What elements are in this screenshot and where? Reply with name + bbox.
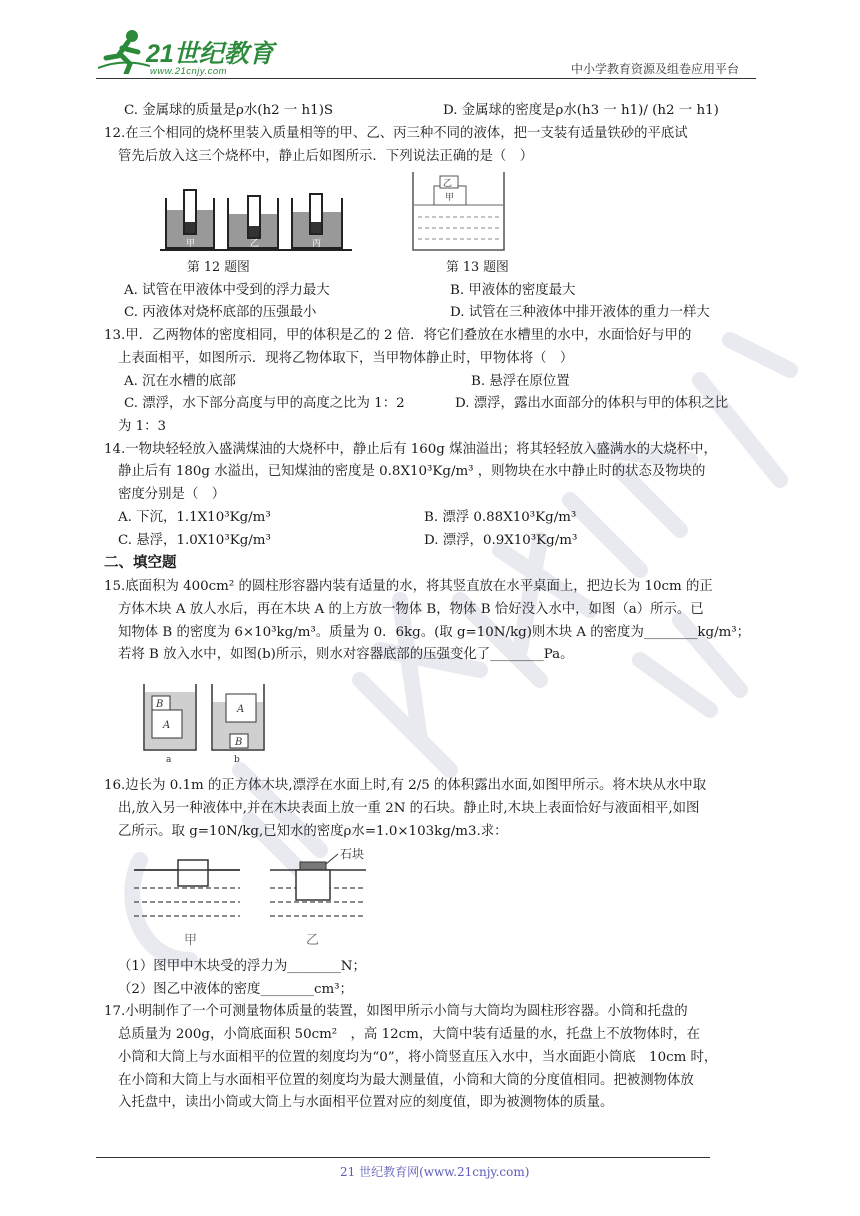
figure-13-tank bbox=[410, 170, 508, 254]
q15-stem-line3: 知物体 B 的密度为 6×10³kg/m³。质量为 0．6kg。(取 g=10N/kg)则木块 A 的密度为________kg/m³； bbox=[118, 625, 751, 640]
fig16-label-stone: 石块 bbox=[340, 848, 365, 861]
figure-13-caption: 第 13 题图 bbox=[446, 260, 509, 275]
q14-option-d: D. 漂浮，0.9X10³Kg/m³ bbox=[424, 533, 578, 548]
footer-text: 21 世纪教育网(www.21cnjy.com) bbox=[340, 1165, 530, 1179]
fig13-label-jia: 甲 bbox=[445, 193, 455, 203]
logo-runner-icon bbox=[98, 28, 150, 74]
fig16-label-jia: 甲 bbox=[184, 933, 198, 948]
q17-stem-line4: 在小筒和大筒上与水面相平位置的刻度均为最大测量值，小筒和大筒的分度值相同。把被测物体放 bbox=[118, 1073, 694, 1088]
q11-option-d: D. 金属球的密度是ρ水(h3 一 h1)/ (h2 一 h1) bbox=[443, 103, 719, 118]
q16-stem-line1: 16.边长为 0.1m 的正方体木块,漂浮在水面上时,有 2/5 的体积露出水面,如图甲所示。将木块从水中取 bbox=[104, 778, 707, 793]
q14-option-a: A. 下沉，1.1X10³Kg/m³ bbox=[118, 510, 271, 525]
fig15-label-a-b: A bbox=[237, 704, 245, 715]
q12-option-c: C. 丙液体对烧杯底部的压强最小 bbox=[124, 305, 317, 320]
q16-part2: （2）图乙中液体的密度________cm³； bbox=[118, 982, 353, 997]
q17-stem-line1: 17.小明制作了一个可测量物体质量的装置，如图甲所示小筒与大筒均为圆柱形容器。小筒和托盘的 bbox=[104, 1004, 688, 1019]
q13-option-c: C. 漂浮，水下部分高度与甲的高度之比为 1：2 bbox=[124, 396, 405, 411]
header-platform-text: 中小学教育资源及组卷应用平台 bbox=[571, 62, 740, 76]
q14-option-b: B. 漂浮 0.88X10³Kg/m³ bbox=[424, 510, 577, 525]
fig15-label-b: b bbox=[234, 755, 240, 765]
q15-stem-line4: 若将 B 放入水中，如图(b)所示，则水对容器底部的压强变化了________Pa。 bbox=[118, 647, 574, 662]
figure-12-beakers bbox=[160, 188, 352, 254]
figure-12-caption: 第 12 题图 bbox=[187, 260, 250, 275]
q13-option-d: D. 漂浮，露出水面部分的体积与甲的体积之比 bbox=[455, 396, 729, 411]
q13-stem-line1: 13.甲．乙两物体的密度相同，甲的体积是乙的 2 倍．将它们叠放在水槽里的水中，水面恰好与甲的 bbox=[104, 328, 692, 343]
figure-16-wood-block bbox=[130, 848, 370, 948]
q16-stem-line3: 乙所示。取 g=10N/kg,已知水的密度ρ水=1.0×103kg/m3.求： bbox=[118, 824, 508, 839]
q13-option-a: A. 沉在水槽的底部 bbox=[124, 374, 236, 389]
q12-option-b: B. 甲液体的密度最大 bbox=[450, 283, 576, 298]
q17-stem-line3: 小筒和大筒上与水面相平的位置的刻度均为“0”，将小筒竖直压入水中，当水面距小筒底 10cm 时， bbox=[118, 1050, 718, 1065]
fig12-label-bing: 丙 bbox=[312, 239, 322, 249]
fig15-label-a-a: A bbox=[163, 720, 171, 731]
figure-15-containers bbox=[140, 680, 270, 766]
fig16-label-yi: 乙 bbox=[306, 933, 320, 948]
fig15-label-b-a: B bbox=[156, 699, 164, 710]
q13-stem-line2: 上表面相平，如图所示．现将乙物体取下，当甲物体静止时，甲物体将（ ） bbox=[118, 351, 574, 366]
q14-option-c: C. 悬浮，1.0X10³Kg/m³ bbox=[118, 533, 271, 548]
q11-option-c: C. 金属球的质量是ρ水(h2 一 h1)S bbox=[124, 103, 334, 118]
logo-text: 21世纪教育 bbox=[146, 40, 274, 68]
q14-stem-line1: 14.一物块轻轻放入盛满煤油的大烧杯中，静止后有 160g 煤油溢出；将其轻轻放入盛满水的大烧杯中， bbox=[104, 442, 717, 457]
q12-stem-line2: 管先后放入这三个烧杯中，静止后如图所示．下列说法正确的是（ ） bbox=[118, 149, 534, 164]
q12-stem-line1: 12.在三个相同的烧杯里装入质量相等的甲、乙、丙三种不同的液体，把一支装有适量铁砂的平底试 bbox=[104, 126, 688, 141]
header-divider bbox=[96, 78, 756, 79]
q16-stem-line2: 出,放入另一种液体中,并在木块表面上放一重 2N 的石块。静止时,木块上表面恰好与液面相平,如图 bbox=[118, 801, 700, 816]
q13-option-d-cont: 为 1：3 bbox=[118, 419, 167, 434]
fig12-label-jia: 甲 bbox=[186, 239, 196, 249]
footer-divider bbox=[96, 1157, 710, 1158]
q12-option-a: A. 试管在甲液体中受到的浮力最大 bbox=[124, 283, 330, 298]
q14-stem-line3: 密度分别是（ ） bbox=[118, 487, 226, 502]
q17-stem-line2: 总质量为 200g，小筒底面积 50cm² ，高 12cm，大筒中装有适量的水，托盘上不放物体时，在 bbox=[118, 1027, 701, 1042]
fig12-label-yi: 乙 bbox=[250, 239, 260, 249]
logo-url: www.21cnjy.com bbox=[150, 66, 228, 77]
q12-option-d: D. 试管在三种液体中排开液体的重力一样大 bbox=[450, 305, 710, 320]
section-title-fill-blank: 二、填空题 bbox=[104, 555, 177, 571]
fig15-label-a: a bbox=[166, 755, 172, 765]
q15-stem-line1: 15.底面积为 400cm² 的圆柱形容器内装有适量的水，将其竖直放在水平桌面上，把边长为 10cm 的正 bbox=[104, 579, 713, 594]
q15-stem-line2: 方体木块 A 放人水后，再在木块 A 的上方放一物体 B，物体 B 恰好没入水中，如图（a）所示。已 bbox=[118, 602, 704, 617]
q14-stem-line2: 静止后有 180g 水溢出，已知煤油的密度是 0.8X10³Kg/m³ ，则物块在水中静止时的状态及物块的 bbox=[118, 464, 706, 479]
q17-stem-line5: 入托盘中，读出小筒或大筒上与水面相平位置对应的刻度值，即为被测物体的质量。 bbox=[118, 1095, 614, 1110]
fig15-label-b-b: B bbox=[235, 737, 243, 748]
fig13-label-yi: 乙 bbox=[443, 179, 453, 189]
q13-option-b: B. 悬浮在原位置 bbox=[471, 374, 570, 389]
q16-part1: （1）图甲中木块受的浮力为________N； bbox=[118, 959, 366, 974]
